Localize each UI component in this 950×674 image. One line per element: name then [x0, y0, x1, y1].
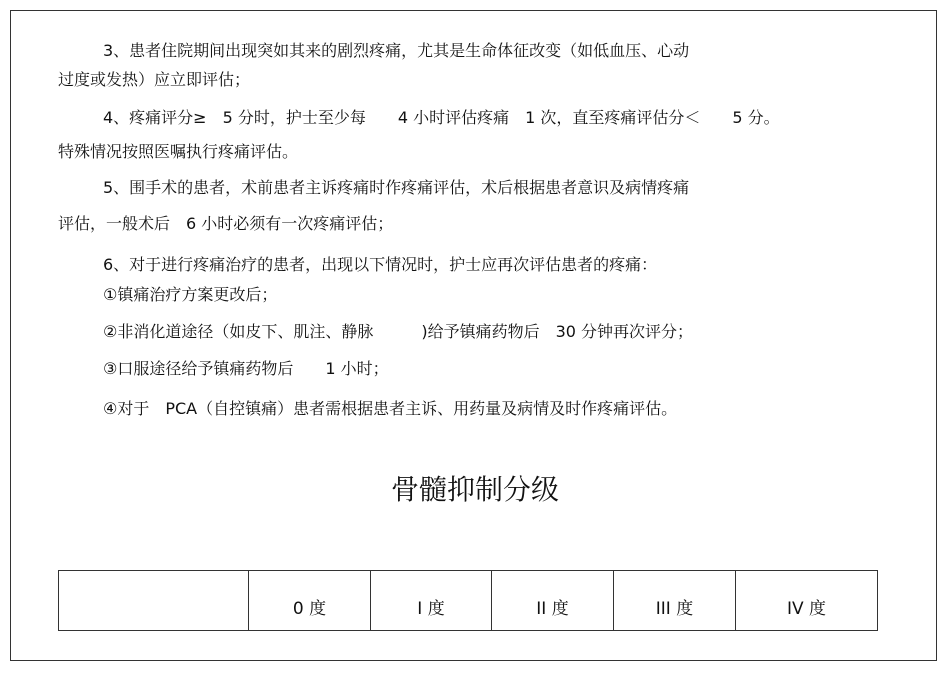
- paragraph-6-line-1: 6、对于进行疼痛治疗的患者，出现以下情况时，护士应再次评估患者的疼痛：: [103, 255, 658, 274]
- table-header-cell-grade-1: I 度: [371, 571, 492, 631]
- section-title: 骨髓抑制分级: [390, 473, 559, 506]
- table-header-cell-grade-3: III 度: [614, 571, 736, 631]
- list-item-3: ③口服途径给予镇痛药物后 1 小时；: [103, 359, 389, 378]
- table-row: [59, 571, 878, 631]
- grade-table: [58, 570, 878, 631]
- paragraph-5-line-2: 评估，一般术后 6 小时必须有一次疼痛评估；: [58, 214, 394, 233]
- list-item-2: ②非消化道途径（如皮下、肌注、静脉 )给予镇痛药物后 30 分钟再次评分；: [103, 322, 694, 341]
- table-header-cell-grade-0: 0 度: [249, 571, 371, 631]
- paragraph-3-line-1: 3、患者住院期间出现突如其来的剧烈疼痛，尤其是生命体征改变（如低血压、心动: [103, 41, 690, 60]
- table-header-cell-empty: [59, 571, 249, 631]
- list-item-4: ④对于 PCA（自控镇痛）患者需根据患者主诉、用药量及病情及时作疼痛评估。: [103, 399, 678, 418]
- paragraph-4-line-2: 特殊情况按照医嘱执行疼痛评估。: [58, 142, 299, 161]
- table-header-cell-grade-2: II 度: [492, 571, 614, 631]
- list-item-1: ①镇痛治疗方案更改后；: [103, 285, 278, 304]
- paragraph-3-line-2: 过度或发热）应立即评估；: [58, 70, 251, 89]
- paragraph-4-line-1: 4、疼痛评分≥ 5 分时，护士至少每 4 小时评估疼痛 1 次，直至疼痛评估分＜ 5 分。: [103, 108, 780, 127]
- paragraph-5-line-1: 5、围手术的患者，术前患者主诉疼痛时作疼痛评估，术后根据患者意识及病情疼痛: [103, 178, 690, 197]
- table-header-cell-grade-4: IV 度: [736, 571, 878, 631]
